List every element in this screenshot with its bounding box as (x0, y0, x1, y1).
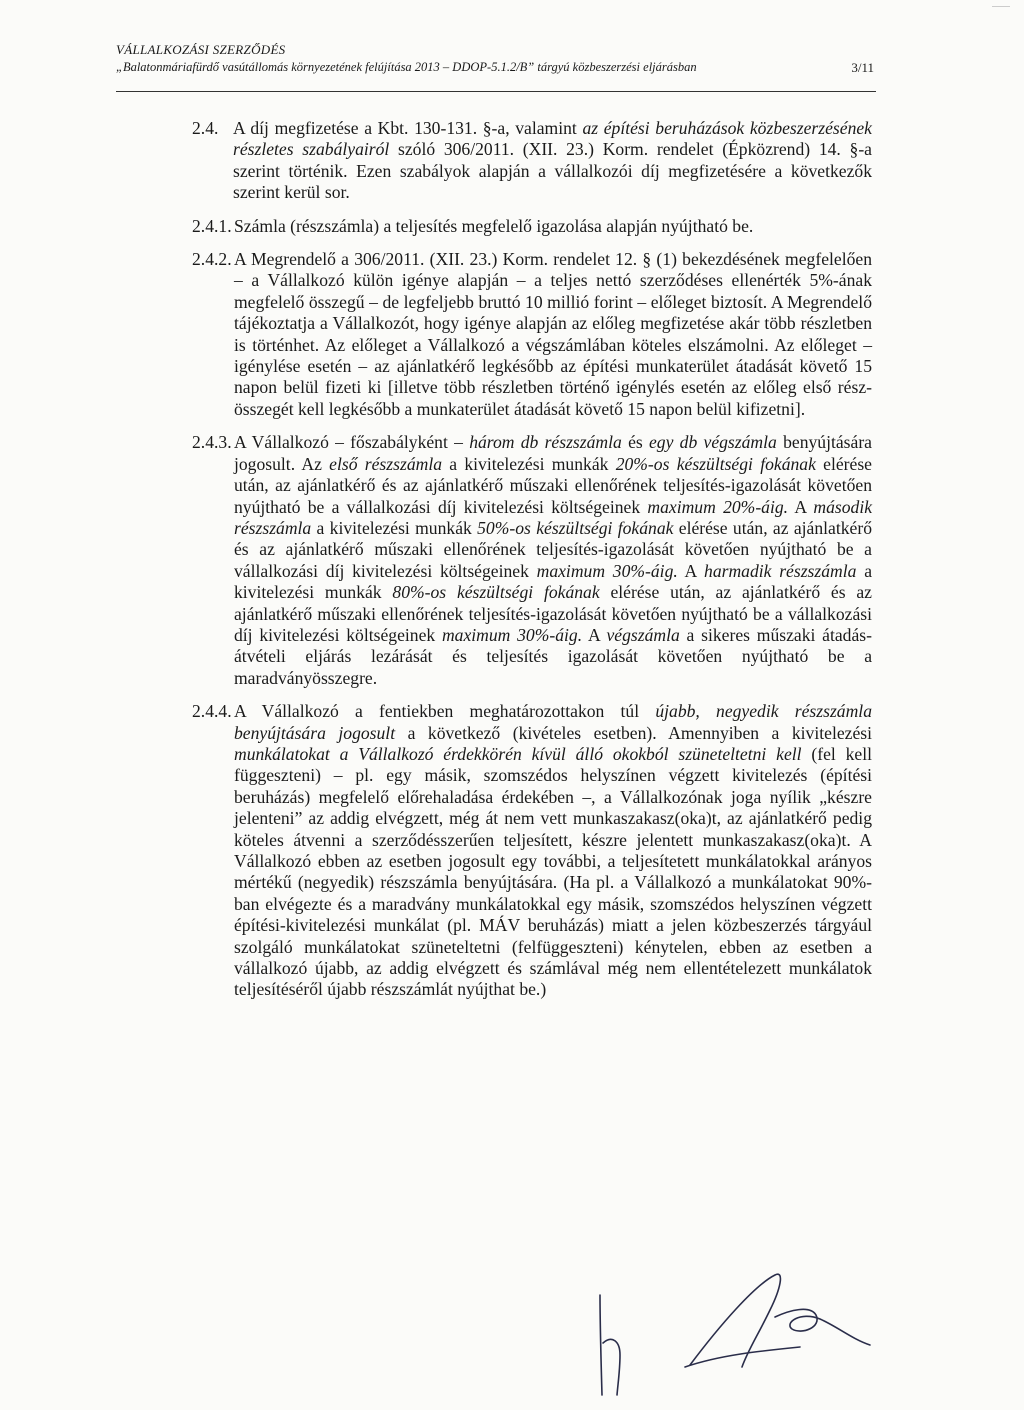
text-run: elérése után, az ajánlatkérő és az ajánlatkérő műszaki ellenőrének teljesítés-igazolását követően nyújtható be a vállalkozási díj kivitelezési költségeinek (234, 582, 872, 645)
text-run: a kivitelezési munkák (311, 517, 478, 538)
scan-edge-mark (992, 6, 1010, 7)
section-text (233, 118, 872, 204)
text-run: maximum 30%-áig. (536, 560, 678, 581)
text-run: első részszámla (329, 453, 443, 474)
text-run: 20%-os készültségi fokának (615, 453, 816, 474)
text-run: a sikeres műszaki átadás-átvételi eljárás lezárását és teljesítés igazolását követően nyújtható be a maradványösszegre. (234, 624, 872, 688)
section-2-4-3 (192, 432, 872, 689)
section-text (234, 701, 872, 1001)
page-number: 3/11 (851, 60, 874, 75)
section-text (234, 249, 872, 420)
text-run: maximum 20%-áig. (647, 496, 789, 517)
text-run: elérése után, az ajánlatkérő és az ajánlatkérő műszaki ellenőrének teljesítés-igazolását követően nyújtható be a vállalkozási díj kivitelezési költségeinek (234, 453, 872, 517)
text-run: elérése után, az ajánlatkérő és az ajánlatkérő műszaki ellenőrének teljesítés-igazolását követően nyújtható be a vállalkozási díj kivitelezési költségeinek (234, 517, 872, 581)
section-number: 2.4. (192, 118, 219, 138)
text-run: 50%-os készültségi fokának (477, 517, 674, 538)
section-text (234, 216, 872, 237)
section-number: 2.4.3. (192, 432, 232, 453)
text-run: a következő (kivételes esetben). Amennyiben a kivitelezési (395, 722, 872, 743)
section-2-4-1 (192, 216, 872, 237)
text-run: újabb, negyedik részszámla benyújtására jogosult (234, 701, 872, 743)
text-run: második részszámla (234, 496, 873, 538)
text-run: 80%-os készültségi fokának (392, 582, 600, 603)
text-run: A díj megfizetése a Kbt. 130-131. §-a, valamint (233, 118, 583, 138)
text-run: és (621, 432, 649, 453)
text-run: A (788, 496, 814, 517)
section-2-4 (192, 118, 872, 204)
section-2-4-4 (192, 701, 872, 1001)
text-run: A (582, 624, 607, 645)
document-body (192, 118, 872, 1013)
section-number: 2.4.4. (192, 701, 232, 722)
text-run: A (677, 560, 705, 581)
section-number: 2.4.1. (192, 215, 232, 236)
text-run: maximum 30%-áig. (441, 624, 583, 645)
text-run: harmadik részszámla (704, 560, 857, 581)
text-run: az építési beruházások közbeszerzésének részletes szabályairól (233, 118, 872, 160)
text-run: munkálatokat a Vállalkozó érdekkörén kívül álló okokból szüneteltetni kell (234, 743, 802, 764)
text-run: végszámla (606, 624, 680, 645)
text-run: a kivitelezési munkák (234, 560, 873, 603)
text-run: (fel kell függeszteni) – pl. egy másik, szomszédos helyszínen végzett kivitelezés (építési beruházás) megfelelő előrehaladása érdekében –, a Vállalkozónak joga nyílik „készre jelenteni” az addig elvégzett, még át nem vett munkaszakasz(oka)t, az ajánlatkérő pedig köteles átvenni a szerződésszerűen teljesített, készre jelentett munkaszakasz(oka)t. A Vállalkozó ebben az esetben jogosult egy további, a teljesítetett munkálatokkal arányos mértékű (negyedik) részszámla benyújtására. (Ha pl. a Vállalkozó a munkálatokat 90%-ban elvégezte és a maradvány munkálatokkal egy másik, szomszédos helyszínen végzett építési-kivitelezési munkálat (pl. MÁV beruházás) miatt a jelen közbeszerzés tárgyául szolgáló munkálatokat szüneteltetni (felfüggeszteni) kénytelen, ebben az esetben a vállalkozó újabb, az addig elvégzett és számlával még nem ellentételezett munkálatok teljesítéséről újabb részszámlát nyújthat be.) (234, 743, 873, 1000)
header-rule (116, 91, 876, 92)
document-title: VÁLLALKOZÁSI SZERZŐDÉS (116, 42, 286, 57)
text-run: Számla (részszámla) a teljesítés megfelelő igazolása alapján nyújtható be. (234, 215, 754, 236)
text-run: a kivitelezési munkák (442, 453, 616, 474)
text-run: szóló 306/2011. (XII. 23.) Korm. rendelet (Épközrend) 14. §-a szerint történik. Ezen szabályok alapján a vállalkozói díj megfizetésére a következők szerint kerül sor. (233, 139, 872, 203)
handwritten-signatures (570, 1255, 890, 1405)
signature-drawing (570, 1255, 890, 1405)
text-run: A Vállalkozó a fentiekben meghatározottakon túl (234, 701, 656, 722)
text-run: benyújtására jogosult. Az (234, 432, 872, 474)
document-subtitle: „Balatonmáriafürdő vasútállomás környezetének felújítása 2013 – DDOP-5.1.2/B” tárgyú közbeszerzési eljárásban (116, 60, 697, 74)
section-2-4-2 (192, 249, 872, 420)
section-text (234, 432, 872, 689)
text-run: A Megrendelő a 306/2011. (XII. 23.) Korm. rendelet 12. § (1) bekezdésének megfelelően – a Vállalkozó külön igénye alapján – a teljes nettó szerződéses ellenérték 5%-ának megfelelő összegű – de legfeljebb bruttó 10 millió forint – előleget biztosít. A Megrendelő tájékoztatja a Vállalkozót, hogy igénye alapján az előleg megfizetése akár több részletben is történhet. Az előleget a Vállalkozó a végszámlában köteles elszámolni. Az előleget – igénylése esetén – az ajánlatkérő legkésőbb az építési munkaterület átadását követő 15 napon belül fizeti ki [illetve több részletben történő igénylés esetén az előleg első rész-összegét kell legkésőbb a munkaterület átadását követő 15 napon belül kifizetni]. (234, 249, 872, 419)
text-run: három db részszámla (469, 432, 622, 453)
page-header (116, 42, 876, 75)
text-run: A Vállalkozó – főszabályként – (234, 432, 470, 453)
section-number: 2.4.2. (192, 249, 232, 270)
text-run: egy db végszámla (649, 432, 777, 453)
